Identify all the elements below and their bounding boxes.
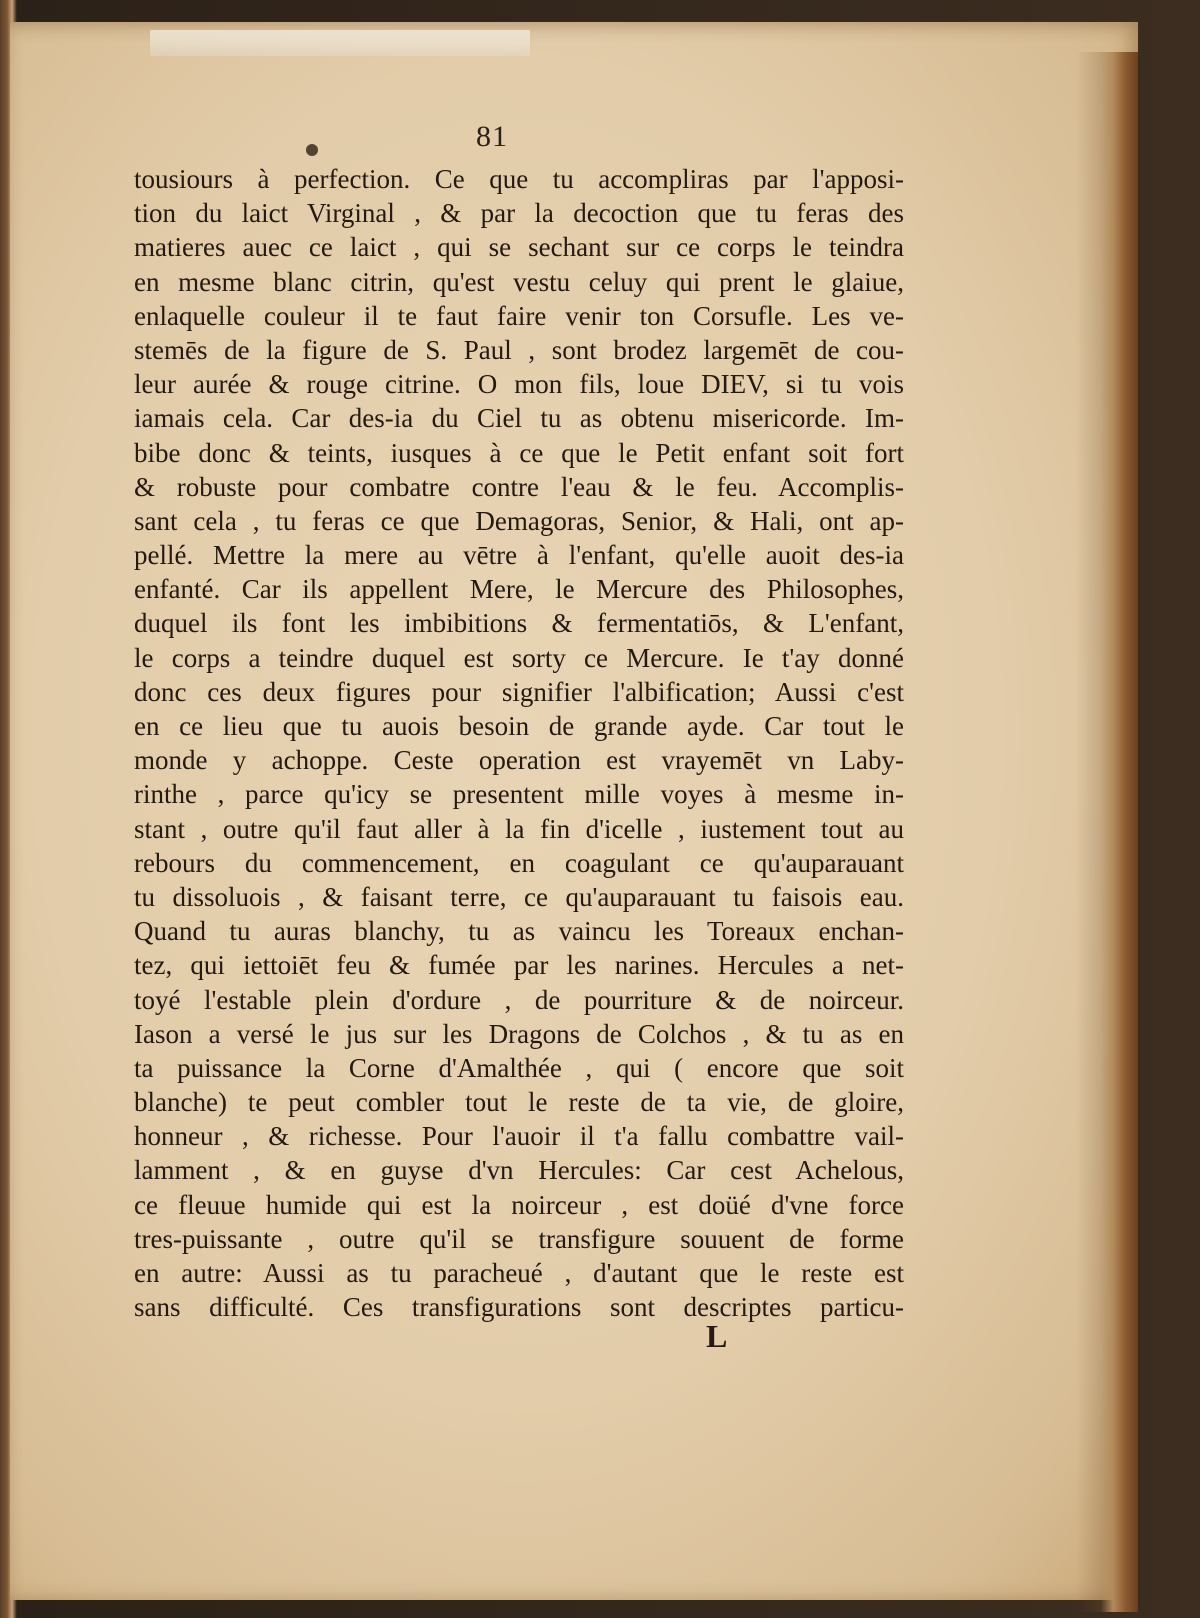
text-line: iamais cela. Car des-ia du Ciel tu as obtenu misericorde. Im- (134, 403, 904, 434)
tape-strip (150, 30, 530, 56)
text-line: tu dissoluois , & faisant terre, ce qu'auparauant tu faisois eau. (134, 881, 904, 912)
text-line: en autre: Aussi as tu paracheué , d'autant que le reste est (134, 1258, 904, 1288)
text-line: honneur , & richesse. Pour l'auoir il t'a fallu combattre vail- (134, 1121, 904, 1152)
text-line: leur aurée & rouge citrine. O mon fils, loue DIEV, si tu vois (134, 369, 904, 400)
text-line: ta puissance la Corne d'Amalthée , qui ( encore que soit (134, 1052, 904, 1083)
text-line: lamment , & en guyse d'vn Hercules: Car cest Achelous, (134, 1155, 904, 1186)
text-line: rebours du commencement, en coagulant ce qu'auparauant (134, 847, 904, 878)
text-line: enfanté. Car ils appellent Mere, le Mercure des Philosophes, (134, 574, 904, 605)
text-line: matieres auec ce laict , qui se sechant sur ce corps le teindra (134, 232, 904, 263)
text-line: Iason a versé le jus sur les Dragons de Colchos , & tu as en (134, 1018, 904, 1049)
page-number: 81 (476, 120, 508, 153)
text-line: stemēs de la figure de S. Paul , sont brodez largemēt de cou- (134, 334, 904, 365)
text-line: toyé l'estable plein d'ordure , de pourriture & de noirceur. (134, 984, 904, 1015)
text-line: tres-puissante , outre qu'il se transfigure souuent de forme (134, 1223, 904, 1254)
body-text (134, 162, 904, 1324)
text-line: tousiours à perfection. Ce que tu accompliras par l'apposi- (134, 164, 904, 194)
text-line: stant , outre qu'il faut aller à la fin d'icelle , iustement tout au (134, 813, 904, 844)
ink-blot (306, 144, 318, 156)
text-line: blanche) te peut combler tout le reste de ta vie, de gloire, (134, 1087, 904, 1118)
text-line: Quand tu auras blanchy, tu as vaincu les Toreaux enchan- (134, 916, 904, 947)
text-line: pellé. Mettre la mere au vētre à l'enfant, qu'elle auoit des-ia (134, 540, 904, 571)
text-line: duquel ils font les imbibitions & fermentatiōs, & L'enfant, (134, 608, 904, 639)
page-edge-shadow (1076, 52, 1138, 1612)
text-line: rinthe , parce qu'icy se presentent mille voyes à mesme in- (134, 779, 904, 810)
text-line: sans difficulté. Ces transfigurations sont descriptes particu- (134, 1292, 904, 1323)
text-line: bibe donc & teints, iusques à ce que le Petit enfant soit fort (134, 437, 904, 468)
text-line: enlaquelle couleur il te faut faire venir ton Corsufle. Les ve- (134, 300, 904, 331)
text-line: tez, qui iettoiēt feu & fumée par les narines. Hercules a net- (134, 950, 904, 981)
signature-mark: L (706, 1318, 728, 1354)
text-line: monde y achoppe. Ceste operation est vrayemēt vn Laby- (134, 745, 904, 776)
text-line: tion du laict Virginal , & par la decoction que tu feras des (134, 198, 904, 229)
text-line: donc ces deux figures pour signifier l'albification; Aussi c'est (134, 676, 904, 707)
text-line: & robuste pour combatre contre l'eau & le feu. Accomplis- (134, 471, 904, 502)
text-line: ce fleuue humide qui est la noirceur , est doüé d'vne force (134, 1189, 904, 1220)
text-line: en ce lieu que tu auois besoin de grande ayde. Car tout le (134, 711, 904, 741)
text-line: le corps a teindre duquel est sorty ce Mercure. Ie t'ay donné (134, 642, 904, 673)
text-line: en mesme blanc citrin, qu'est vestu celuy qui prent le glaiue, (134, 266, 904, 297)
text-line: sant cela , tu feras ce que Demagoras, Senior, & Hali, ont ap- (134, 505, 904, 536)
